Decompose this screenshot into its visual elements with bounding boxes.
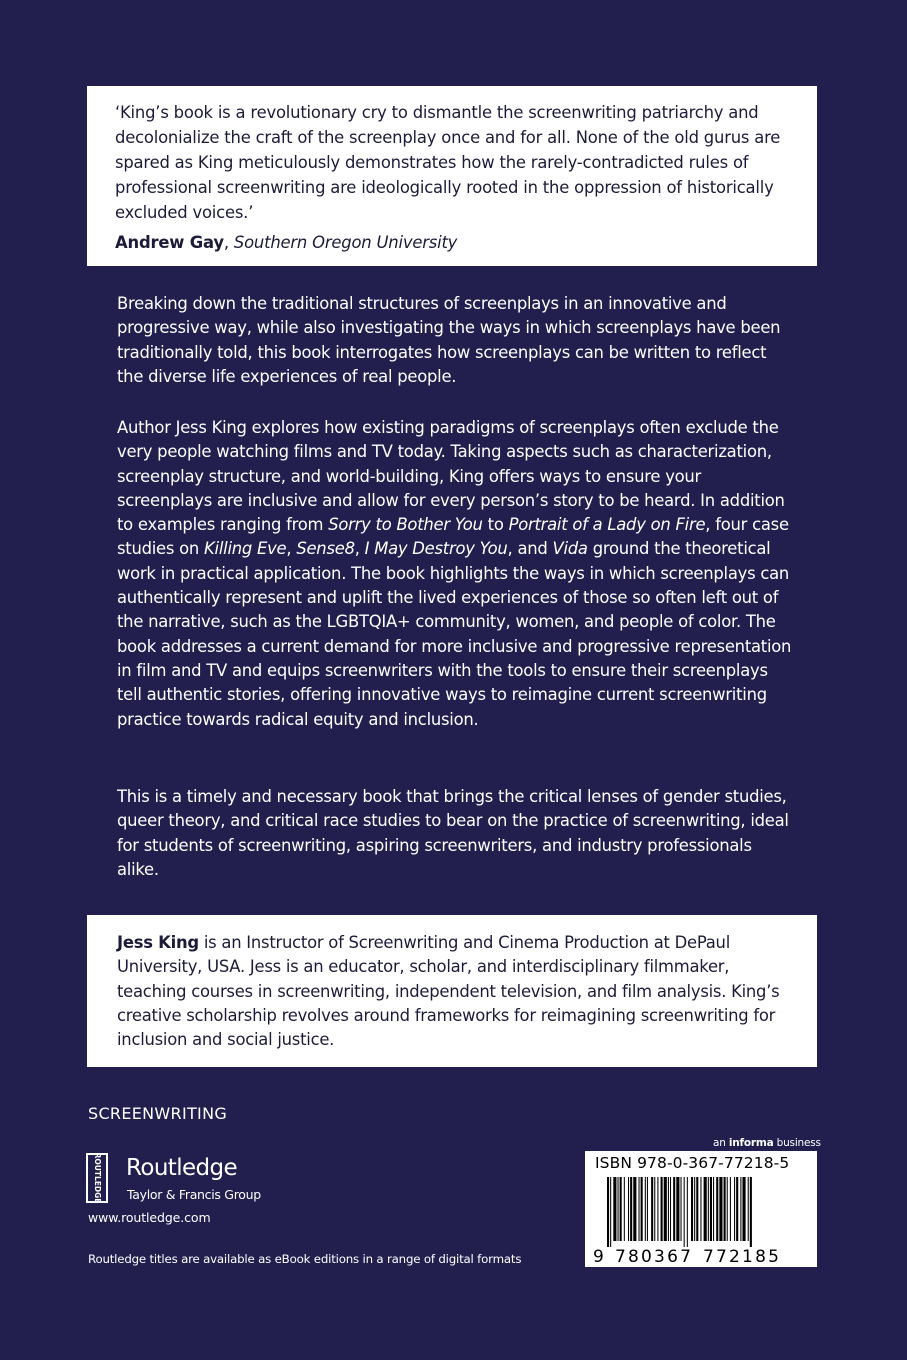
text-run: , — [354, 539, 365, 559]
barcode-bar — [719, 1177, 722, 1241]
barcode-bar — [696, 1177, 698, 1241]
barcode-bar — [639, 1177, 640, 1241]
endorsement-quote: ‘King’s book is a revolutionary cry to dismantle the screenwriting patriarchy and decolonialize the craft of the screenplay once and for all. None of the old gurus are spared as King meticulously demonstrates how the rarely-contradicted rules of professional screenwriting are ideologically rooted in the oppression of historically excluded voices.’ — [115, 103, 781, 222]
barcode-bar — [684, 1177, 685, 1247]
barcode-bar — [716, 1177, 718, 1241]
barcode-bar — [713, 1177, 714, 1241]
subject-category: SCREENWRITING — [88, 1104, 228, 1123]
barcode-bar — [681, 1177, 682, 1241]
text-run: , four case studies on — [117, 515, 789, 559]
barcode-bar — [664, 1177, 667, 1241]
barcode-bar — [724, 1177, 726, 1241]
barcode-bar — [618, 1177, 619, 1241]
barcode-bar — [654, 1177, 655, 1241]
barcode-bar — [676, 1177, 679, 1241]
author-bio-text: is an Instructor of Screenwriting and Cinema Production at DePaul University, USA. Jess is an educator, scholar, and interdisciplinary filmmaker, teaching courses in screenwriting, independent television, and film analysis. King’s creative scholarship revolves around frameworks for reimagining screenwriting for inclusion and social justice. — [117, 933, 780, 1050]
barcode-bar — [651, 1177, 653, 1241]
work-title: Portrait of a Lady on Fire — [508, 515, 706, 535]
informa-brand: informa — [728, 1137, 774, 1149]
endorsement-box — [87, 86, 817, 266]
barcode-bar — [607, 1177, 609, 1247]
barcode-bar — [704, 1177, 707, 1241]
barcode-bar — [645, 1177, 646, 1241]
barcode-bar — [687, 1177, 688, 1247]
barcode-bar — [694, 1177, 695, 1241]
barcode-bar — [657, 1177, 658, 1241]
barcode-bar — [730, 1177, 731, 1241]
barcode-bar — [620, 1177, 622, 1241]
barcode-bar — [661, 1177, 663, 1241]
work-title: I May Destroy You — [364, 539, 508, 559]
barcode-bar — [742, 1177, 745, 1241]
barcode-bar — [736, 1177, 738, 1241]
text-run: Author Jess King explores how existing paradigms of screenplays often exclude the very people watching films and TV today. Taking aspects such as characterization, screenplay structure, and world-building, King offers ways to ensure your screenplays are inclusive and allow for every person’s story to be heard. In addition to examples ranging from — [117, 418, 785, 535]
isbn-label: ISBN 978-0-367-77218-5 — [595, 1154, 790, 1172]
barcode-bar — [630, 1177, 632, 1241]
barcode-bar — [734, 1177, 735, 1241]
barcode-bar — [727, 1177, 728, 1241]
barcode-bar — [708, 1177, 709, 1241]
text-run: an — [713, 1137, 729, 1149]
text-run: business — [773, 1137, 821, 1149]
routledge-logo-icon — [86, 1153, 108, 1203]
barcode-bar — [668, 1177, 669, 1241]
text-run: , — [286, 539, 297, 559]
author-bio — [117, 931, 789, 1052]
publisher-block — [86, 1153, 306, 1233]
text-run: , and — [507, 539, 553, 559]
barcode-bar — [750, 1177, 752, 1247]
work-title: Vida — [552, 539, 588, 559]
barcode-bar — [740, 1177, 741, 1241]
informa-business-tag — [713, 1137, 821, 1149]
description-paragraph-1: Breaking down the traditional structures of screenplays in an innovative and progressive way, while also investigating the ways in which screenplays have been traditionally told, this book interrogates how screenplays can be written to reflect the diverse life experiences of real people. — [117, 294, 781, 386]
logo-vertical-text: ROUTLEDGE — [93, 1153, 102, 1203]
isbn-barcode — [585, 1151, 817, 1267]
barcode-bar — [633, 1177, 636, 1241]
publisher-url: www.routledge.com — [88, 1210, 211, 1225]
endorser-name: Andrew Gay — [115, 233, 224, 252]
barcode-bar — [628, 1177, 629, 1241]
publisher-group: Taylor & Francis Group — [127, 1187, 261, 1202]
barcode-bar — [700, 1177, 701, 1241]
barcode-bar — [624, 1177, 625, 1241]
barcode-bar — [647, 1177, 648, 1241]
description-paragraph-2 — [117, 416, 797, 732]
barcode-graphic — [585, 1151, 817, 1267]
barcode-bar — [670, 1177, 671, 1241]
description-paragraph-3: This is a timely and necessary book that brings the critical lenses of gender studies, queer theory, and critical race studies to bear on the practice of screenwriting, ideal for students of screenwriting, aspiring screenwriters, and industry professionals alike. — [117, 787, 789, 879]
author-name: Jess King — [117, 933, 199, 952]
barcode-bar — [673, 1177, 675, 1241]
barcode-bar — [748, 1177, 749, 1241]
publisher-name: Routledge — [126, 1155, 238, 1181]
text-run: ground the theoretical work in practical application. The book highlights the ways in which screenplays can authentically represent and uplift the lived experiences of those so often left out of the narrative, such as the LGBTQIA+ community, women, and people of color. The book addresses a current demand for more inclusive and progressive representation in film and TV and equips screenwriters with the tools to ensure their screenplays tell authentic stories, offering innovative ways to reimagine current screenwriting practice towards radical equity and inclusion. — [117, 539, 792, 729]
barcode-bar — [641, 1177, 643, 1241]
work-title: Sorry to Bother You — [328, 515, 483, 535]
barcode-bar — [691, 1177, 693, 1241]
barcode-bar — [613, 1177, 616, 1241]
endorser-affiliation: Southern Oregon University — [233, 233, 458, 252]
endorsement-attribution: Andrew Gay, Southern Oregon University — [115, 233, 458, 252]
author-bio-box — [87, 915, 817, 1067]
work-title: Killing Eve — [204, 539, 287, 559]
barcode-bar — [710, 1177, 712, 1241]
barcode-lead-digit: 9 — [593, 1247, 604, 1267]
ebook-note: Routledge titles are available as eBook editions in a range of digital formats — [88, 1252, 522, 1266]
barcode-left-digits: 780367 — [615, 1247, 694, 1267]
barcode-bars — [607, 1177, 752, 1247]
work-title: Sense8 — [296, 539, 355, 559]
barcode-bar — [610, 1177, 611, 1247]
barcode-right-digits: 772185 — [703, 1247, 782, 1267]
text-run: to — [482, 515, 509, 535]
